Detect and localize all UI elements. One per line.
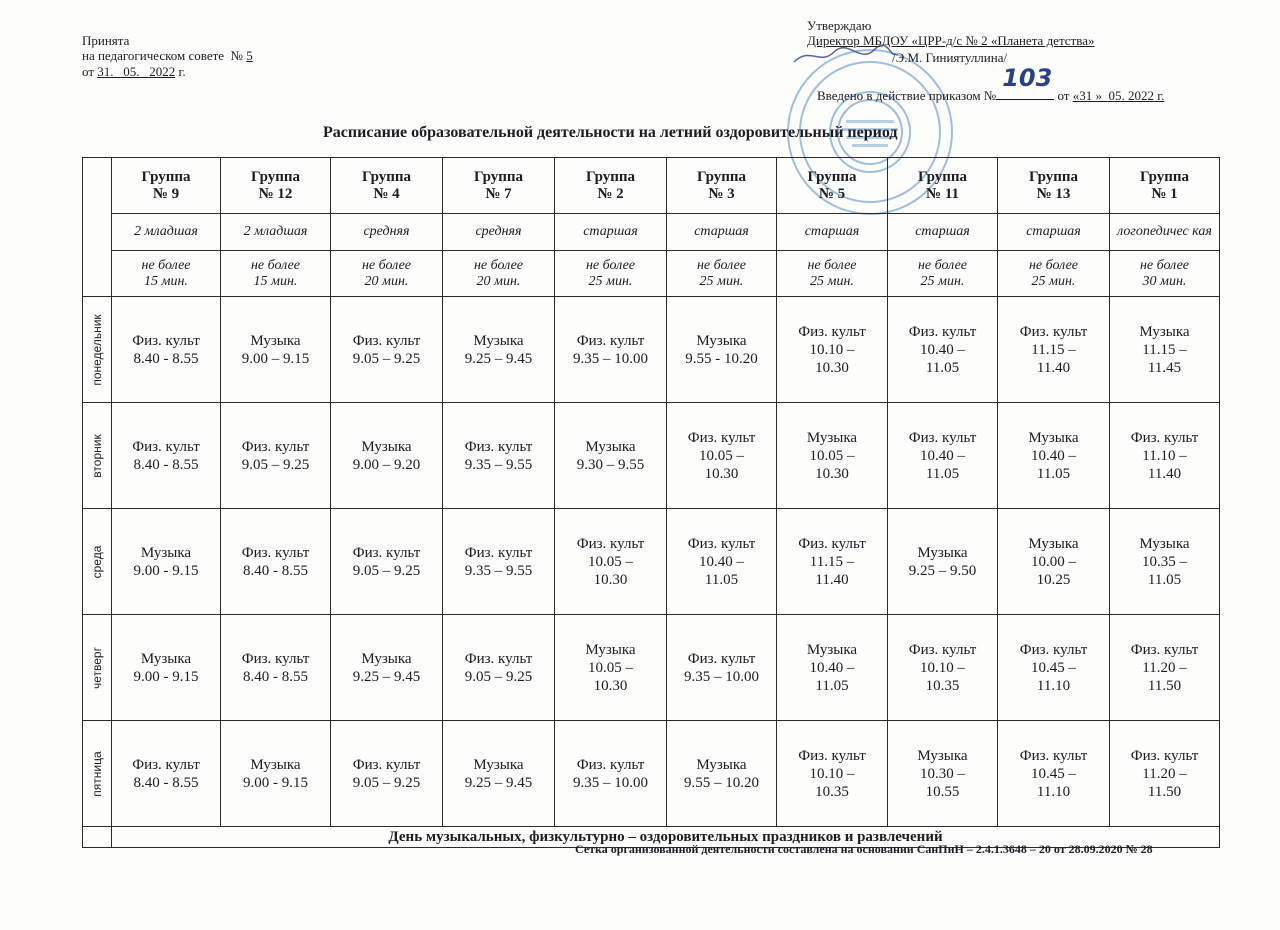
lesson-cell bbox=[667, 403, 777, 509]
cell-line: не более bbox=[1139, 257, 1190, 273]
lesson-cell bbox=[998, 297, 1110, 403]
cell-line: 9.35 – 10.00 bbox=[573, 350, 648, 367]
cell-line: 11.50 bbox=[1147, 677, 1182, 694]
day-name: понедельник bbox=[90, 313, 104, 386]
cell-line: 9.05 – 9.25 bbox=[352, 774, 421, 791]
cell-line: 8.40 - 8.55 bbox=[243, 562, 308, 579]
cell-line: Физ. культ bbox=[1130, 429, 1199, 446]
lesson-cell bbox=[1110, 721, 1220, 827]
cell-line: Физ. культ bbox=[798, 747, 866, 764]
cell-line: 11.05 bbox=[815, 677, 849, 694]
cell-line: Физ. культ bbox=[908, 429, 977, 446]
group-header-cell bbox=[443, 158, 555, 214]
cell-line: 9.25 – 9.45 bbox=[464, 350, 533, 367]
cell-line: 10.30 bbox=[704, 465, 739, 482]
cell-line: 25 мин. bbox=[920, 273, 965, 289]
group-number: № 12 bbox=[258, 185, 293, 202]
day-name-cell bbox=[83, 615, 112, 721]
cell-line: 8.40 - 8.55 bbox=[133, 350, 199, 367]
lesson-cell bbox=[777, 297, 888, 403]
corner-cell bbox=[83, 158, 112, 297]
lesson-cell bbox=[998, 721, 1110, 827]
lesson-cell bbox=[112, 403, 221, 509]
cell-line: 10.40 – bbox=[809, 659, 855, 676]
cell-line: 25 мин. bbox=[810, 273, 854, 289]
day-row bbox=[83, 615, 1220, 721]
age-cell: средняя bbox=[331, 214, 443, 251]
duration-cell bbox=[777, 251, 888, 297]
cell-line: 9.35 – 10.00 bbox=[684, 668, 759, 685]
day-row bbox=[83, 721, 1220, 827]
day-name-cell bbox=[83, 297, 112, 403]
lesson-cell bbox=[667, 615, 777, 721]
lesson-cell bbox=[443, 403, 555, 509]
cell-line: Музыка bbox=[140, 544, 192, 561]
cell-line: 10.35 bbox=[815, 783, 849, 800]
cell-line: не более bbox=[361, 257, 412, 273]
cell-line: Музыка bbox=[473, 332, 524, 349]
cell-line: 10.30 bbox=[593, 677, 628, 694]
age-cell: старшая bbox=[555, 214, 667, 251]
lesson-cell bbox=[221, 297, 331, 403]
cell-line: 9.55 - 10.20 bbox=[685, 350, 758, 367]
cell-line: 10.10 – bbox=[809, 341, 855, 358]
day-row bbox=[83, 297, 1220, 403]
cell-line: 10.25 bbox=[1036, 571, 1071, 588]
cell-line: Музыка bbox=[917, 747, 968, 764]
cell-line: 9.05 – 9.25 bbox=[241, 456, 310, 473]
group-label: Группа bbox=[696, 168, 747, 185]
cell-line: 20 мин. bbox=[364, 273, 409, 289]
cell-line: не более bbox=[696, 257, 747, 273]
group-header-cell bbox=[1110, 158, 1220, 214]
approve-label: Утверждаю bbox=[807, 18, 872, 33]
cell-line: 10.40 – bbox=[1031, 447, 1076, 464]
schedule-body bbox=[83, 158, 1220, 848]
lesson-cell bbox=[888, 403, 998, 509]
lesson-cell bbox=[667, 297, 777, 403]
cell-line: 11.05 bbox=[925, 465, 960, 482]
council-date: 31. 05. 2022 bbox=[97, 64, 176, 79]
group-number: № 3 bbox=[708, 185, 735, 202]
lesson-cell bbox=[555, 721, 667, 827]
cell-line: 20 мин. bbox=[476, 273, 521, 289]
cell-line: Физ. культ bbox=[576, 332, 645, 349]
age-cell: средняя bbox=[443, 214, 555, 251]
group-number: № 1 bbox=[1151, 185, 1178, 202]
cell-line: 9.05 – 9.25 bbox=[352, 562, 421, 579]
age-cell: старшая bbox=[998, 214, 1110, 251]
lesson-cell bbox=[888, 297, 998, 403]
cell-line: 10.35 bbox=[925, 677, 960, 694]
lesson-cell bbox=[112, 721, 221, 827]
group-header-cell bbox=[331, 158, 443, 214]
cell-line: Физ. культ bbox=[241, 544, 310, 561]
festival-side-cell bbox=[83, 827, 112, 848]
cell-line: 9.35 – 10.00 bbox=[573, 774, 648, 791]
cell-line: не более bbox=[473, 257, 524, 273]
duration-cell bbox=[1110, 251, 1220, 297]
cell-line: 10.45 – bbox=[1031, 765, 1076, 782]
lesson-cell bbox=[331, 297, 443, 403]
council-line bbox=[82, 48, 253, 63]
cell-line: 8.40 - 8.55 bbox=[133, 774, 199, 791]
order-line bbox=[817, 64, 1165, 103]
lesson-cell bbox=[331, 509, 443, 615]
duration-cell bbox=[331, 251, 443, 297]
cell-line: 11.15 – bbox=[1031, 341, 1076, 358]
group-number: № 4 bbox=[373, 185, 400, 202]
lesson-cell bbox=[667, 721, 777, 827]
cell-line: 11.50 bbox=[1147, 783, 1182, 800]
lesson-cell bbox=[331, 615, 443, 721]
lesson-cell bbox=[777, 615, 888, 721]
age-cell: 2 младшая bbox=[112, 214, 221, 251]
cell-line: 9.35 – 9.55 bbox=[464, 562, 533, 579]
cell-line: 10.55 bbox=[925, 783, 960, 800]
cell-line: не более bbox=[250, 257, 301, 273]
date-prefix: от bbox=[82, 64, 95, 79]
cell-line: 10.05 – bbox=[699, 447, 744, 464]
cell-line: 11.10 bbox=[1036, 783, 1071, 800]
cell-line: 9.25 – 9.45 bbox=[352, 668, 421, 685]
lesson-cell bbox=[221, 403, 331, 509]
cell-line: 11.45 bbox=[1147, 359, 1182, 376]
group-label: Группа bbox=[1028, 168, 1079, 185]
group-header-cell bbox=[998, 158, 1110, 214]
cell-line: 10.05 – bbox=[588, 659, 633, 676]
cell-line: 30 мин. bbox=[1142, 273, 1187, 289]
cell-line: 11.40 bbox=[1036, 359, 1071, 376]
cell-line: Музыка bbox=[585, 438, 636, 455]
duration-cell bbox=[667, 251, 777, 297]
cell-line: Физ. культ bbox=[1019, 323, 1088, 340]
cell-line: не более bbox=[917, 257, 968, 273]
group-number: № 7 bbox=[485, 185, 512, 202]
lesson-cell bbox=[443, 721, 555, 827]
group-header-cell bbox=[667, 158, 777, 214]
cell-line: Музыка bbox=[806, 429, 858, 446]
cell-line: 11.10 bbox=[1036, 677, 1071, 694]
cell-line: Физ. культ bbox=[908, 641, 977, 658]
group-label: Группа bbox=[807, 168, 857, 185]
lesson-cell bbox=[221, 721, 331, 827]
lesson-cell bbox=[667, 509, 777, 615]
cell-line: Физ. культ bbox=[1019, 747, 1088, 764]
cell-line: Музыка bbox=[1028, 535, 1079, 552]
cell-line: Музыка bbox=[585, 641, 636, 658]
order-date: «31 » 05. 2022 г. bbox=[1072, 88, 1165, 103]
cell-line: 8.40 - 8.55 bbox=[133, 456, 199, 473]
cell-line: 10.40 – bbox=[699, 553, 744, 570]
cell-line: 10.10 – bbox=[809, 765, 855, 782]
cell-line: Музыка bbox=[1139, 323, 1190, 340]
cell-line: 10.05 – bbox=[588, 553, 633, 570]
cell-line: 10.35 – bbox=[1142, 553, 1187, 570]
lesson-cell bbox=[221, 509, 331, 615]
cell-line: 15 мин. bbox=[253, 273, 298, 289]
day-name: среда bbox=[90, 545, 104, 578]
council-date-line bbox=[82, 64, 186, 79]
lesson-cell bbox=[777, 403, 888, 509]
lesson-cell bbox=[555, 297, 667, 403]
cell-line: Физ. культ bbox=[132, 438, 200, 455]
group-label: Группа bbox=[917, 168, 968, 185]
group-number: № 13 bbox=[1036, 185, 1071, 202]
cell-line: 10.30 bbox=[815, 465, 849, 482]
age-cell: старшая bbox=[888, 214, 998, 251]
day-name-cell bbox=[83, 403, 112, 509]
footer-note: Сетка организованной деятельности составлена на основании СанПиН – 2.4.1.3648 – 20 от 28.09.2020 № 28 bbox=[575, 842, 1153, 856]
cell-line: 10.30 – bbox=[920, 765, 965, 782]
cell-line: не более bbox=[141, 257, 191, 273]
lesson-cell bbox=[221, 615, 331, 721]
cell-line: 9.30 – 9.55 bbox=[576, 456, 645, 473]
cell-line: 11.15 – bbox=[1142, 341, 1187, 358]
group-header-cell bbox=[221, 158, 331, 214]
group-number: № 5 bbox=[818, 185, 846, 202]
cell-line: Физ. культ bbox=[576, 535, 645, 552]
duration-cell bbox=[998, 251, 1110, 297]
cell-line: 15 мин. bbox=[144, 273, 188, 289]
cell-line: Музыка bbox=[1028, 429, 1079, 446]
lesson-cell bbox=[777, 721, 888, 827]
cell-line: 10.00 – bbox=[1031, 553, 1076, 570]
cell-line: Физ. культ bbox=[798, 323, 866, 340]
lesson-cell bbox=[888, 615, 998, 721]
accepted-label: Принята bbox=[82, 33, 130, 48]
cell-line: не более bbox=[807, 257, 857, 273]
cell-line: Физ. культ bbox=[687, 429, 756, 446]
cell-line: Музыка bbox=[1139, 535, 1190, 552]
age-cell: 2 младшая bbox=[221, 214, 331, 251]
lesson-cell bbox=[112, 615, 221, 721]
group-number: № 2 bbox=[597, 185, 624, 202]
cell-line: Физ. культ bbox=[908, 323, 977, 340]
cell-line: Физ. культ bbox=[352, 544, 421, 561]
day-name: пятница bbox=[90, 750, 104, 797]
cell-line: Физ. культ bbox=[1130, 747, 1199, 764]
cell-line: не более bbox=[1028, 257, 1079, 273]
lesson-cell bbox=[112, 297, 221, 403]
lesson-cell bbox=[777, 509, 888, 615]
day-name: вторник bbox=[90, 433, 104, 478]
order-suffix: от bbox=[1057, 88, 1070, 103]
cell-line: 25 мин. bbox=[1031, 273, 1076, 289]
lesson-cell bbox=[443, 615, 555, 721]
festival-cell: День музыкальных, физкультурно – оздоровительных праздников и развлечений bbox=[112, 827, 1220, 848]
cell-line: 11.05 bbox=[1036, 465, 1071, 482]
cell-line: 25 мин. bbox=[588, 273, 633, 289]
cell-line: 10.30 bbox=[593, 571, 628, 588]
cell-line: не более bbox=[585, 257, 636, 273]
duration-cell bbox=[221, 251, 331, 297]
group-header-cell bbox=[777, 158, 888, 214]
group-header-row bbox=[83, 158, 1220, 214]
lesson-cell bbox=[1110, 615, 1220, 721]
group-label: Группа bbox=[250, 168, 301, 185]
cell-line: Музыка bbox=[806, 641, 858, 658]
duration-cell bbox=[888, 251, 998, 297]
cell-line: Физ. культ bbox=[464, 544, 533, 561]
age-row bbox=[83, 214, 1220, 251]
council-number: 5 bbox=[246, 48, 253, 63]
cell-line: 11.40 bbox=[1147, 465, 1182, 482]
lesson-cell bbox=[998, 403, 1110, 509]
cell-line: 11.15 – bbox=[809, 553, 855, 570]
cell-line: Физ. культ bbox=[352, 756, 421, 773]
cell-line: Физ. культ bbox=[241, 650, 310, 667]
lesson-cell bbox=[555, 509, 667, 615]
order-number-field bbox=[996, 64, 1054, 100]
handwritten-signature bbox=[790, 44, 900, 68]
cell-line: Физ. культ bbox=[1019, 641, 1088, 658]
cell-line: Физ. культ bbox=[687, 535, 756, 552]
cell-line: 8.40 - 8.55 bbox=[243, 668, 308, 685]
cell-line: Физ. культ bbox=[1130, 641, 1199, 658]
lesson-cell bbox=[888, 721, 998, 827]
lesson-cell bbox=[443, 297, 555, 403]
lesson-cell bbox=[1110, 509, 1220, 615]
cell-line: 9.00 - 9.15 bbox=[133, 668, 199, 685]
council-prefix: на педагогическом совете № bbox=[82, 48, 243, 63]
group-header-cell bbox=[888, 158, 998, 214]
cell-line: 9.25 – 9.50 bbox=[908, 562, 977, 579]
lesson-cell bbox=[998, 509, 1110, 615]
lesson-cell bbox=[443, 509, 555, 615]
day-name: четверг bbox=[90, 646, 104, 689]
cell-line: 11.20 – bbox=[1142, 659, 1187, 676]
cell-line: 9.25 – 9.45 bbox=[464, 774, 533, 791]
cell-line: 11.05 bbox=[925, 359, 960, 376]
cell-line: Физ. культ bbox=[464, 650, 533, 667]
cell-line: Физ. культ bbox=[464, 438, 533, 455]
cell-line: Физ. культ bbox=[576, 756, 645, 773]
cell-line: 11.20 – bbox=[1142, 765, 1187, 782]
duration-cell bbox=[443, 251, 555, 297]
cell-line: Физ. культ bbox=[352, 332, 421, 349]
cell-line: Музыка bbox=[473, 756, 524, 773]
duration-cell bbox=[555, 251, 667, 297]
cell-line: 9.00 – 9.15 bbox=[241, 350, 310, 367]
cell-line: 9.00 - 9.15 bbox=[243, 774, 308, 791]
cell-line: 9.55 – 10.20 bbox=[684, 774, 759, 791]
age-cell: старшая bbox=[667, 214, 777, 251]
lesson-cell bbox=[112, 509, 221, 615]
duration-row bbox=[83, 251, 1220, 297]
cell-line: Музыка bbox=[250, 756, 301, 773]
group-label: Группа bbox=[361, 168, 412, 185]
lesson-cell bbox=[998, 615, 1110, 721]
cell-line: Физ. культ bbox=[798, 535, 866, 552]
cell-line: 10.05 – bbox=[809, 447, 855, 464]
group-label: Группа bbox=[473, 168, 524, 185]
order-prefix: Введено в действие приказом № bbox=[817, 88, 997, 103]
cell-line: 9.05 – 9.25 bbox=[464, 668, 533, 685]
cell-line: Физ. культ bbox=[241, 438, 310, 455]
day-name-cell bbox=[83, 509, 112, 615]
lesson-cell bbox=[555, 615, 667, 721]
cell-line: 9.00 – 9.20 bbox=[352, 456, 421, 473]
lesson-cell bbox=[555, 403, 667, 509]
lesson-cell bbox=[1110, 403, 1220, 509]
cell-line: Музыка bbox=[140, 650, 192, 667]
cell-line: 11.05 bbox=[1147, 571, 1182, 588]
cell-line: 25 мин. bbox=[699, 273, 744, 289]
cell-line: 10.30 bbox=[815, 359, 849, 376]
cell-line: Физ. культ bbox=[132, 756, 200, 773]
group-label: Группа bbox=[585, 168, 636, 185]
cell-line: 9.00 - 9.15 bbox=[133, 562, 199, 579]
director-title: Директор МБДОУ «ЦРР-д/с № 2 «Планета детства» bbox=[807, 33, 1095, 48]
cell-line: Музыка bbox=[250, 332, 301, 349]
lesson-cell bbox=[888, 509, 998, 615]
cell-line: 11.05 bbox=[704, 571, 739, 588]
age-cell: логопедичес кая bbox=[1110, 214, 1220, 251]
cell-line: 10.40 – bbox=[920, 447, 965, 464]
order-number: 103 bbox=[1002, 64, 1053, 92]
group-header-cell bbox=[112, 158, 221, 214]
day-row bbox=[83, 509, 1220, 615]
cell-line: 10.45 – bbox=[1031, 659, 1076, 676]
cell-line: 9.05 – 9.25 bbox=[352, 350, 421, 367]
page-title: Расписание образовательной деятельности на летний оздоровительный период bbox=[323, 124, 898, 141]
group-label: Группа bbox=[1139, 168, 1190, 185]
lesson-cell bbox=[331, 721, 443, 827]
signer-name: /Э.М. Гиниятуллина/ bbox=[892, 50, 1008, 65]
age-cell: старшая bbox=[777, 214, 888, 251]
cell-line: 10.40 – bbox=[920, 341, 965, 358]
cell-line: Музыка bbox=[361, 650, 412, 667]
cell-line: Музыка bbox=[696, 756, 747, 773]
cell-line: Музыка bbox=[696, 332, 747, 349]
lesson-cell bbox=[1110, 297, 1220, 403]
cell-line: Музыка bbox=[361, 438, 412, 455]
cell-line: 11.10 – bbox=[1142, 447, 1187, 464]
duration-cell bbox=[112, 251, 221, 297]
cell-line: 10.10 – bbox=[920, 659, 965, 676]
lesson-cell bbox=[331, 403, 443, 509]
day-row bbox=[83, 403, 1220, 509]
group-number: № 9 bbox=[152, 185, 180, 202]
group-number: № 11 bbox=[926, 185, 959, 202]
cell-line: 9.35 – 9.55 bbox=[464, 456, 533, 473]
schedule-table bbox=[82, 157, 1220, 848]
cell-line: Музыка bbox=[917, 544, 968, 561]
cell-line: Физ. культ bbox=[687, 650, 756, 667]
group-label: Группа bbox=[141, 168, 191, 185]
cell-line: 11.40 bbox=[815, 571, 849, 588]
date-suffix: г. bbox=[178, 64, 186, 79]
cell-line: Физ. культ bbox=[132, 332, 200, 349]
day-name-cell bbox=[83, 721, 112, 827]
group-header-cell bbox=[555, 158, 667, 214]
